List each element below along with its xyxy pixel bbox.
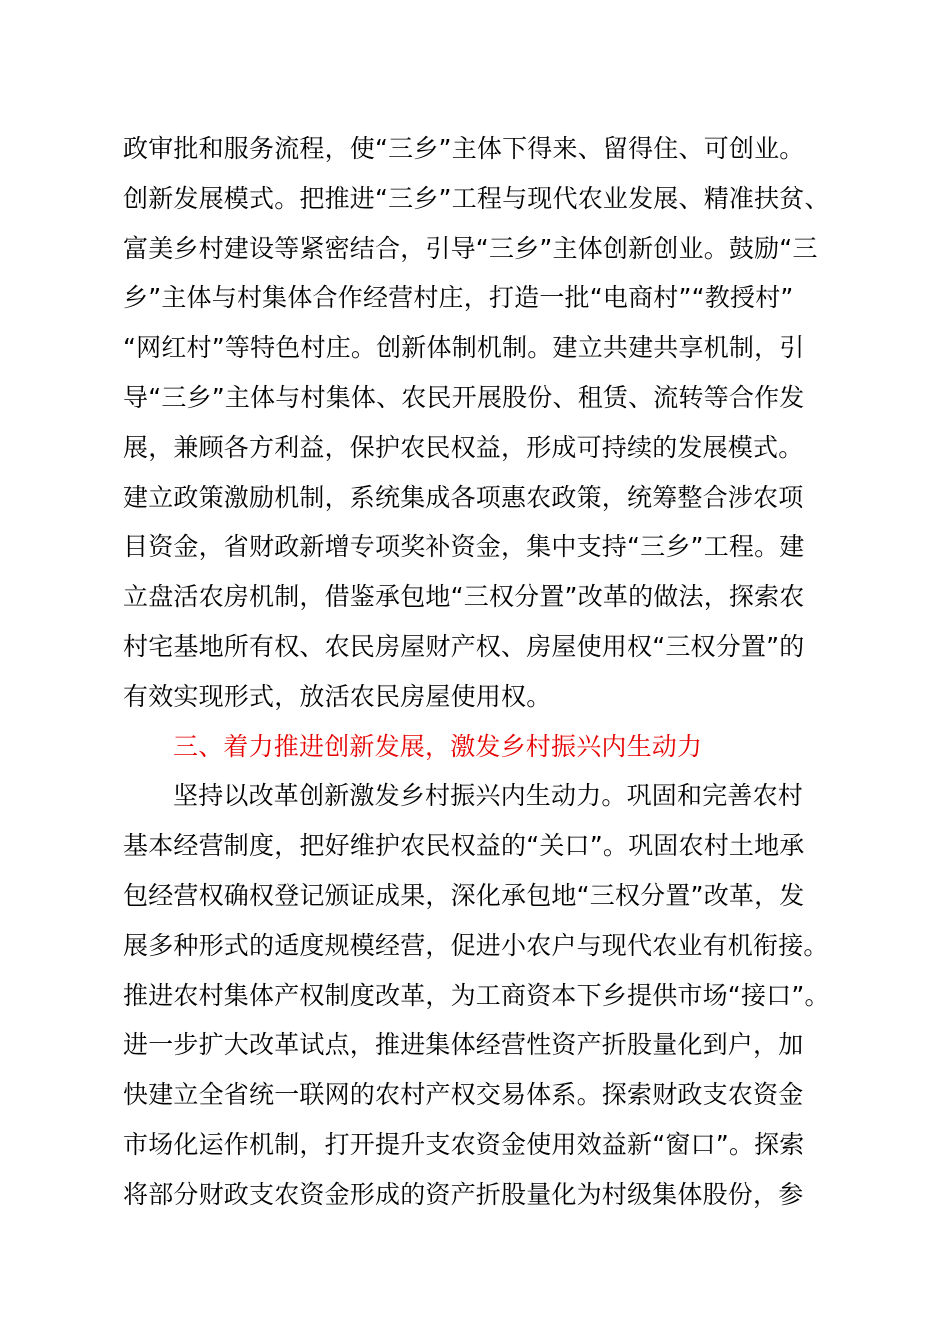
document-body	[123, 124, 847, 1220]
section-heading: 三、着力推进创新发展，激发乡村振兴内生动力	[173, 731, 703, 761]
text-line: 立盘活农房机制，借鉴承包地“三权分置”改革的做法，探索农	[123, 582, 805, 612]
text-line: 市场化运作机制，打开提升支农资金使用效益新“窗口”。探索	[123, 1129, 805, 1159]
text-line: 村宅基地所有权、农民房屋财产权、房屋使用权“三权分置”的	[123, 631, 805, 661]
text-line: 将部分财政支农资金形成的资产折股量化为村级集体股份，参	[123, 1179, 804, 1209]
text-line: 创新发展模式。把推进“三乡”工程与现代农业发展、精准扶贫、	[123, 183, 830, 213]
text-line: “网红村”等特色村庄。创新体制机制。建立共建共享机制，引	[123, 333, 805, 363]
text-line: 包经营权确权登记颁证成果，深化承包地“三权分置”改革，发	[123, 880, 805, 910]
text-line: 推进农村集体产权制度改革，为工商资本下乡提供市场“接口”。	[123, 980, 830, 1010]
text-line: 目资金，省财政新增专项奖补资金，集中支持“三乡”工程。建	[123, 532, 805, 562]
text-line: 进一步扩大改革试点，推进集体经营性资产折股量化到户，加	[123, 1030, 804, 1060]
text-line: 政审批和服务流程，使“三乡”主体下得来、留得住、可创业。	[123, 134, 805, 163]
text-line: 富美乡村建设等紧密结合，引导“三乡”主体创新创业。鼓励“三	[123, 233, 818, 263]
text-line: 导“三乡”主体与村集体、农民开展股份、租赁、流转等合作发	[123, 382, 805, 412]
text-line: 有效实现形式，放活农民房屋使用权。	[123, 681, 552, 711]
text-line: 快建立全省统一联网的农村产权交易体系。探索财政支农资金	[123, 1080, 804, 1110]
text-line: 基本经营制度，把好维护农民权益的“关口”。巩固农村土地承	[123, 831, 805, 861]
text-line: 展多种形式的适度规模经营，促进小农户与现代农业有机衔接。	[123, 930, 829, 960]
text-line: 展，兼顾各方利益，保护农民权益，形成可持续的发展模式。	[123, 432, 804, 462]
text-line: 乡”主体与村集体合作经营村庄，打造一批“电商村”“教授村”	[123, 283, 794, 313]
paragraph-first-line: 坚持以改革创新激发乡村振兴内生动力。巩固和完善农村	[173, 781, 804, 811]
text-line: 建立政策激励机制，系统集成各项惠农政策，统筹整合涉农项	[123, 482, 804, 512]
